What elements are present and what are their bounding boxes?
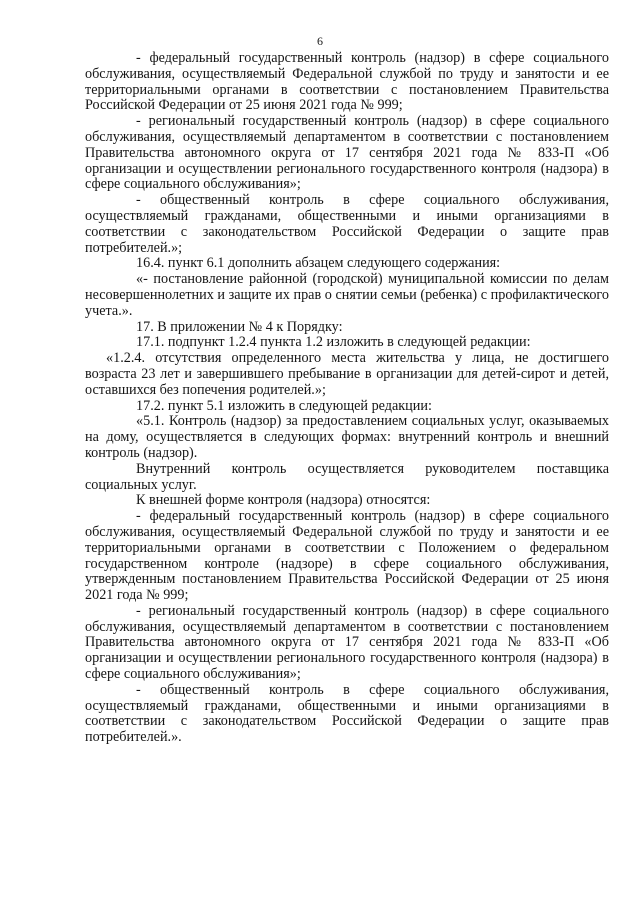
- paragraph: «- постановление районной (городской) муниципальной комиссии по делам несовершеннолетних и защите их прав о снятии семьи (ребенка) с профилактического учета.».: [85, 271, 609, 319]
- paragraph: «1.2.4. отсутствия определенного места жительства у лица, не достигшего возраста 23 лет и завершившего пребывание в организации для детей-сирот и детей, оставшихся без попечения родителей.»;: [85, 350, 609, 398]
- paragraph: - федеральный государственный контроль (надзор) в сфере социального обслуживания, осуществляемый Федеральной службой по труду и занятости и ее территориальными органами в соответствии с Положением о федеральном государственном контроле (надзоре) в сфере социального обслуживания, утвержденным постановлением Правительства Российской Федерации от 25 июня 2021 года № 999;: [85, 508, 609, 604]
- paragraph: 17.1. подпункт 1.2.4 пункта 1.2 изложить в следующей редакции:: [136, 334, 531, 351]
- paragraph: - региональный государственный контроль (надзор) в сфере социального обслуживания, осуществляемый департаментом в соответствии с постановлением Правительства автономного округа от 17 сентября 2021 года № 833-П «Об организации и осуществлении регионального государственного контроля (надзора) в сфере социального обслуживания»;: [85, 602, 609, 683]
- paragraph: - федеральный государственный контроль (надзор) в сфере социального обслуживания, осуществляемый Федеральной службой по труду и занятости и ее территориальными органами в соответствии с постановлением Правительства Российской Федерации от 25 июня 2021 года № 999;: [85, 50, 609, 114]
- paragraph: - общественный контроль в сфере социального обслуживания, осуществляемый гражданами, общественными и иными организациями в соответствии с законодательством Российской Федерации о защите прав потребителей.».: [85, 681, 609, 746]
- page-number: 6: [317, 34, 323, 48]
- paragraph: Внутренний контроль осуществляется руководителем поставщика социальных услуг.: [85, 460, 609, 493]
- paragraph: 16.4. пункт 6.1 дополнить абзацем следующего содержания:: [136, 255, 501, 272]
- paragraph: «5.1. Контроль (надзор) за предоставлением социальных услуг, оказываемых на дому, осуществляется в следующих формах: внутренний контроль и внешний контроль (надзор).: [85, 413, 609, 461]
- paragraph: - региональный государственный контроль (надзор) в сфере социального обслуживания, осуществляемый департаментом в соответствии с постановлением Правительства автономного округа от 17 сентября 2021 года № 833-П «Об организации и осуществлении регионального государственного контроля (надзора) в сфере социального обслуживания»;: [85, 113, 609, 193]
- paragraph: - общественный контроль в сфере социального обслуживания, осуществляемый гражданами, общественными и иными организациями в соответствии с законодательством Российской Федерации о защите прав потребителей.»;: [85, 192, 609, 256]
- document-body: [85, 51, 609, 746]
- paragraph: 17. В приложении № 4 к Порядку:: [136, 318, 343, 335]
- paragraph: К внешней форме контроля (надзора) относятся:: [136, 492, 431, 509]
- paragraph: 17.2. пункт 5.1 изложить в следующей редакции:: [136, 397, 432, 414]
